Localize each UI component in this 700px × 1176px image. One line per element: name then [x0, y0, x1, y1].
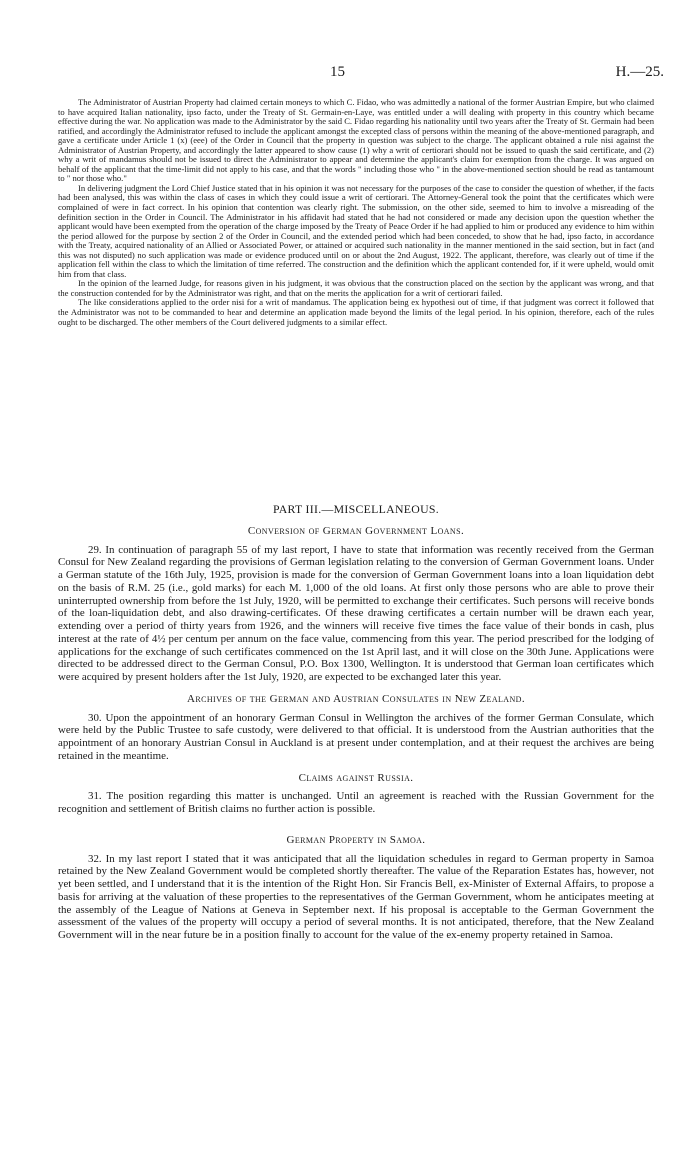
paragraph-29: 29. In continuation of paragraph 55 of my last report, I have to state that information was recently received from the German Consul for New Zealand regarding the provisions of German legislation relating to the conversion of German Government loans. Under a German statute of the 16th July, 1925, provision is made for the conversion of German Government loans into a loan liquidation debt on the basis of R.M. 25 (i.e., gold marks) for each M. 1,000 of the old loans. At first only those persons who are able to prove their uninterrupted ownership from before the 1st July, 1920, will be permitted to exchange their certificates. Such persons will receive bonds of the loan-liquidation debt, and also drawing-certificates. Of these drawing certificates a certain number will be drawn each year, extending over a period of thirty years from 1926, and the winners will receive five times the face value of their bonds in cash, plus interest at the rate of 4½ per centum per annum on the face value, commencing from this year. The period prescribed for the lodging of applications for the exchange of such certificates commenced on the 1st April last, and it will close on the 30th June. Applications were directed to be addressed direct to the German Consul, P.O. Box 1300, Wellington. It is understood that German loan certificates which were acquired by present holders after the 1st July, 1920, are expected to be exchanged later this year. [58, 543, 654, 683]
section-heading-samoa: German Property in Samoa. [286, 833, 426, 846]
page-number: 15 [330, 64, 345, 80]
legal-paragraph: The like considerations applied to the order nisi for a writ of mandamus. The application being ex hypothesi out of time, if that judgment was correct it followed that the Administrator was not to be commanded to hear and determine an application made beyond the limits of the legal period. In his opinion, therefore, each of the rules ought to be discharged. The other members of the Court delivered judgments to a similar effect. [58, 297, 654, 327]
paragraph-32: 32. In my last report I stated that it was anticipated that all the liquidation schedules in regard to German property in Samoa retained by the New Zealand Government would be completed shortly thereafter. The value of the Reparation Estates has, however, not yet been settled, and I understand that it is the intention of the Right Hon. Sir Francis Bell, ex-Minister of External Affairs, to propose a basis for arriving at the valuation of these properties to the representatives of the German Government, whom he anticipates meeting at the assembly of the League of Nations at Geneva in September next. If his proposal is acceptable to the German Government the assessment of the values of the property will occupy a period of several months. It is not anticipated, therefore, that the New Zealand Government will in the near future be in a position finally to account for the value of the ex-enemy property retained in Samoa. [58, 852, 654, 941]
section-heading-archives: Archives of the German and Austrian Consulates in New Zealand. [187, 692, 525, 705]
section-heading-russia: Claims against Russia. [298, 771, 414, 784]
part-title: PART III.—MISCELLANEOUS. [272, 502, 440, 516]
paragraph-30: 30. Upon the appointment of an honorary German Consul in Wellington the archives of the former German Consulate, which were held by the Public Trustee to safe custody, were delivered to that official. It is understood from the Austrian authorities that the appointment of an honorary Austrian Consul in Auckland is at present under contemplation, and at their request the archives are being retained in the meantime. [58, 711, 654, 762]
legal-paragraph: In delivering judgment the Lord Chief Justice stated that in his opinion it was not necessary for the purposes of the case to consider the question of whether, if the facts had been analysed, this was within the class of cases in which they could issue a writ of certiorari. The Attorney-General took the point that the certificates which were complained of were in fact correct. In his opinion that contention was clearly right. The submission, on the other side, seemed to him to involve a misreading of the definition section in the Order in Council. The Administrator in his affidavit had stated that he had not considered or made any decision upon the question whether the applicant would have been exempted from the operation of the charge imposed by the Treaty of Peace Order if he had applied to him or produced any evidence to him within the period allowed for the purpose by section 2 of the Order in Council, and the extended period which had been conceded, to show that he had, ipso facto, in accordance with the Treaty, acquired nationality of an Allied or Associated Power, or attained or acquired such nationality in the manner mentioned in the said section, but in fact (and this was not disputed) no such application was made or evidence produced until on or about the 2nd August, 1922. The applicant, therefore, was clearly out of time if the application fell within the class to which the limitation of time referred. The construction and the definition which the applicant contended for, if it were upheld, would omit him from that class. [58, 182, 654, 279]
document-code: H.—25. [615, 64, 664, 80]
part-three [58, 503, 654, 942]
paragraph-31: 31. The position regarding this matter is unchanged. Until an agreement is reached with the Russian Government for the recognition and settlement of British claims no further action is possible. [58, 790, 654, 815]
section-heading-loans: Conversion of German Government Loans. [247, 524, 465, 537]
legal-paragraph: The Administrator of Austrian Property had claimed certain moneys to which C. Fidao, who was admittedly a national of the former Austrian Empire, but who claimed to have acquired Italian nationality, ipso facto, under the Treaty of St. Germain-en-Laye, was entitled under a will dealing with property in this country which became effective during the war. No application was made to the Administrator by the said C. Fidao regarding his nationality until two years after the Treaty of St. Germain had been ratified, and accordingly the Administrator refused to include the applicant amongst the excepted class of persons within the meaning of the above-mentioned paragraph, and gave a certificate under Article 1 (x) (eee) of the Order in Council that the property in question was subject to the charge. The applicant obtained a rule nisi against the Administrator of Austrian Property, and accordingly the latter appeared to show cause (1) why a writ of certiorari should not be issued to quash the said certificate, and (2) why a writ of mandamus should not be issued to direct the Administrator to appear and determine the applicant's claim for exemption from the charge. It was argued on behalf of the applicant that the time-limit did not apply to his case, and that the words " including those who " in the above-mentioned section should be read as tantamount to " nor those who." [58, 97, 654, 184]
legal-case-section [58, 98, 654, 327]
legal-paragraph: In the opinion of the learned Judge, for reasons given in his judgment, it was obvious that the construction placed on the section by the applicant was wrong, and that the construction contended for by the Administrator was right, and that on the merits the application for a writ of certiorari failed. [58, 278, 654, 298]
